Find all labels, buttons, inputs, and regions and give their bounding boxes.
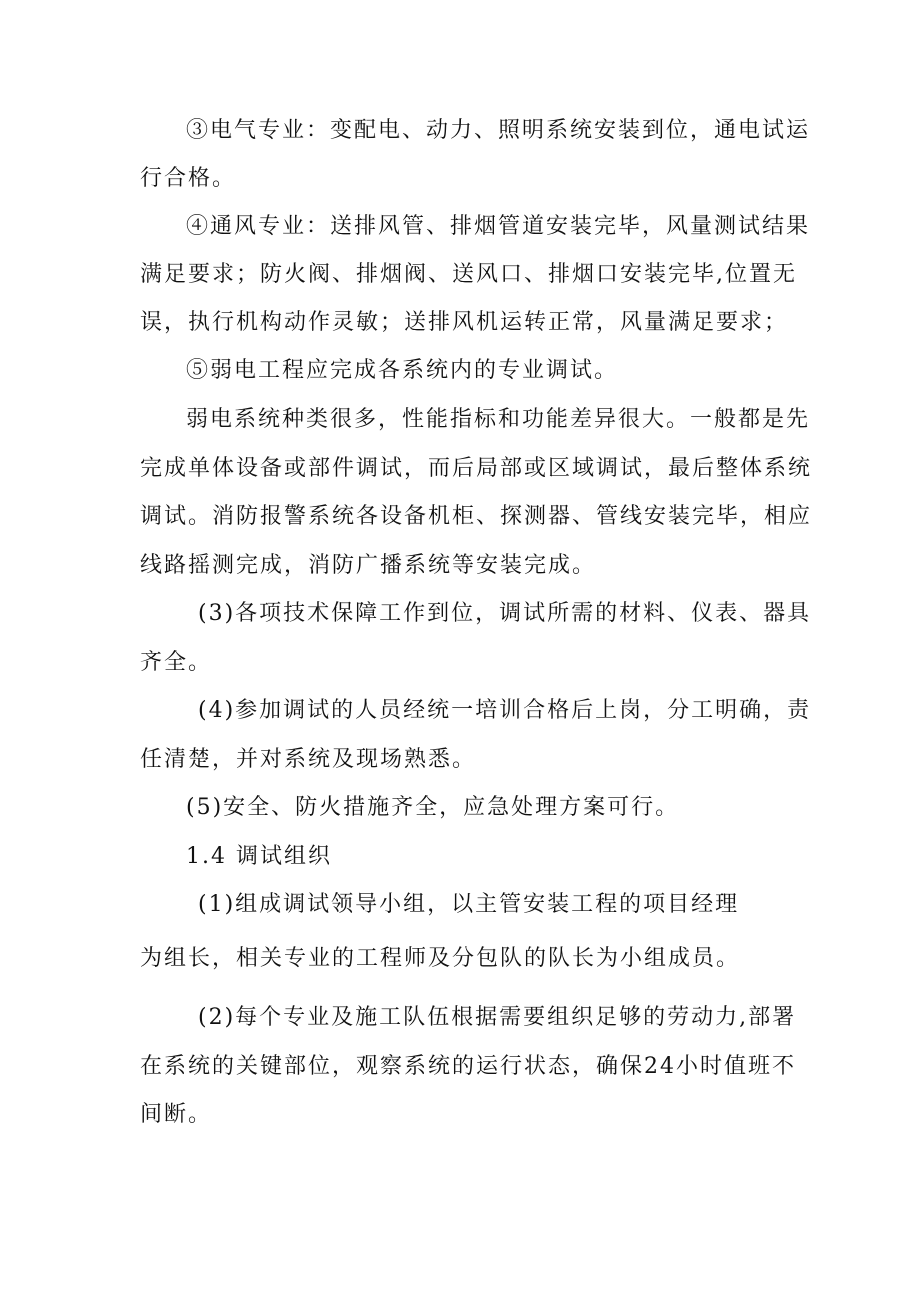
text-line: 齐全。 (140, 650, 213, 675)
text-line: ③电气专业：变配电、动力、照明系统安装到位，通电试运 (186, 118, 811, 143)
text-line: 任清楚，并对系统及现场熟悉。 (140, 747, 477, 772)
text-line: 间断。 (140, 1102, 213, 1127)
text-line: 误，执行机构动作灵敏；送排风机运转正常，风量满足要求； (140, 310, 789, 335)
text-line: 在系统的关键部位，观察系统的运行状态，确保24小时值班不 (140, 1054, 796, 1079)
section-heading: 1.4 调试组织 (186, 844, 332, 869)
text-line: ④通风专业：送排风管、排烟管道安装完毕，风量测试结果 (186, 214, 811, 239)
text-line: 行合格。 (140, 166, 237, 191)
text-line: (2)每个专业及施工队伍根据需要组织足够的劳动力,部署 (198, 1005, 797, 1030)
text-line: (4)参加调试的人员经统一培训合格后上岗，分工明确，责 (198, 698, 812, 723)
text-line: 调试。消防报警系统各设备机柜、探测器、管线安装完毕，相应 (140, 504, 813, 529)
text-line: 为组长，相关专业的工程师及分包队的队长为小组成员。 (140, 946, 741, 971)
text-line: ⑤弱电工程应完成各系统内的专业调试。 (186, 358, 619, 383)
text-line: 线路摇测完成，消防广播系统等安装完成。 (140, 553, 597, 578)
text-line: (3)各项技术保障工作到位，调试所需的材料、仪表、器具 (198, 601, 812, 626)
text-line: 满足要求；防火阀、排烟阀、送风口、排烟口安装完毕,位置无 (140, 262, 797, 287)
text-line: (1)组成调试领导小组，以主管安装工程的项目经理 (198, 892, 740, 917)
text-line: 完成单体设备或部件调试，而后局部或区域调试，最后整体系统 (140, 456, 813, 481)
text-line: 弱电系统种类很多，性能指标和功能差异很大。一般都是先 (186, 407, 811, 432)
text-line: (5)安全、防火措施齐全，应急处理方案可行。 (186, 795, 680, 820)
